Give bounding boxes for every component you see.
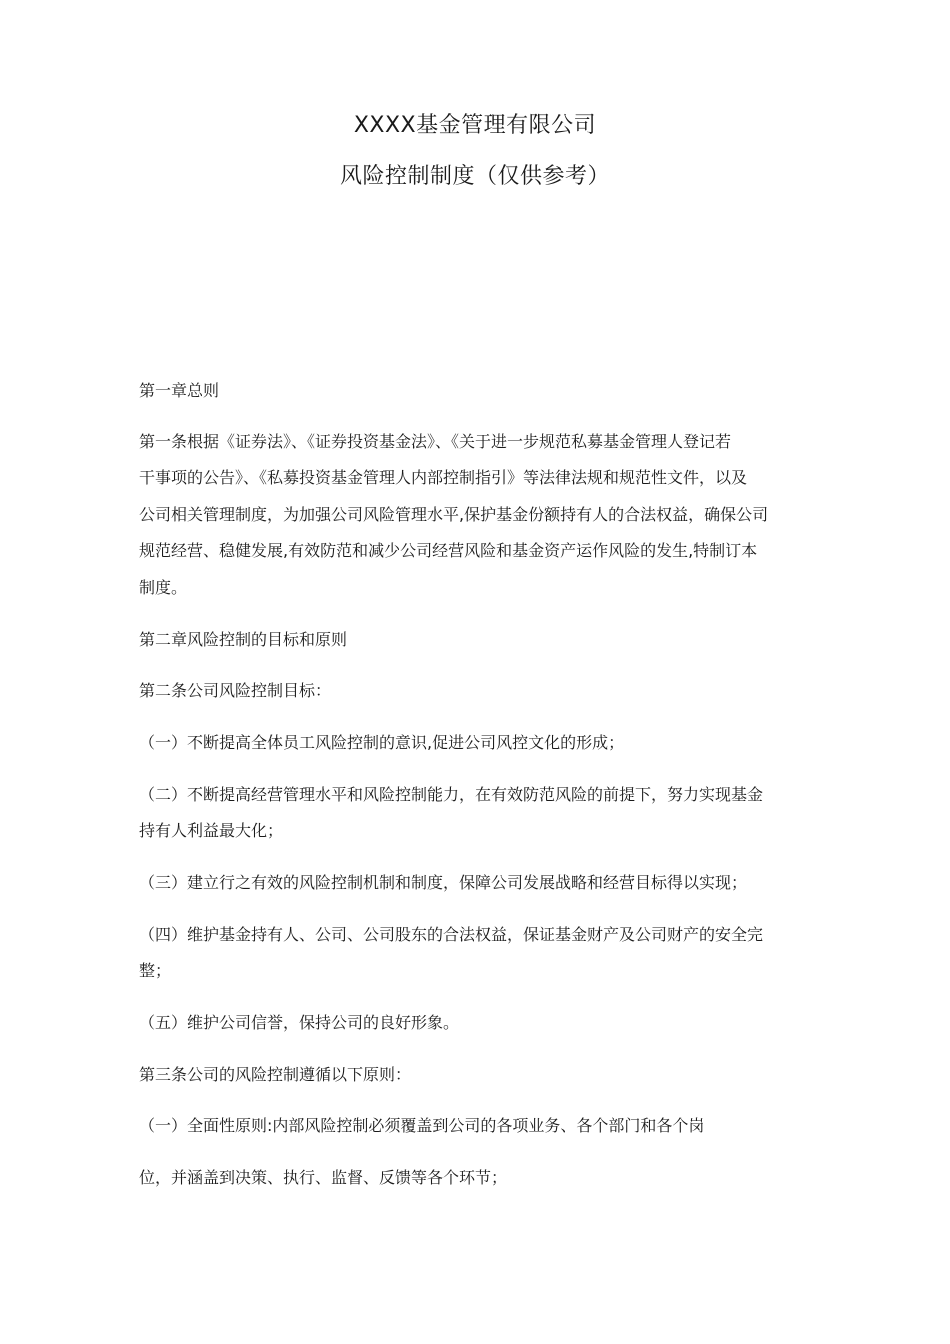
- list-item: （四）维护基金持有人、公司、公司股东的合法权益，保证基金财产及公司财产的安全完: [139, 925, 764, 944]
- article-heading: 第三条公司的风险控制遵循以下原则：: [139, 1065, 412, 1084]
- document-title-subject: 风险控制制度（仅供参考）: [339, 164, 610, 189]
- article-heading: 第二条公司风险控制目标：: [139, 681, 332, 700]
- paragraph-line: 第一条根据《证券法》、《证券投资基金法》、《关于进一步规范私募基金管理人登记若: [139, 432, 732, 451]
- paragraph-line: 规范经营、稳健发展,有效防范和减少公司经营风险和基金资产运作风险的发生,特制订本: [139, 541, 758, 560]
- list-item: （二）不断提高经营管理水平和风险控制能力，在有效防范风险的前提下，努力实现基金: [139, 785, 764, 804]
- list-item: （三）建立行之有效的风险控制机制和制度，保障公司发展战略和经营目标得以实现；: [139, 873, 748, 892]
- list-item-continuation: 持有人利益最大化；: [139, 821, 284, 840]
- chapter-heading-2: 第二章风险控制的目标和原则: [139, 630, 348, 649]
- paragraph-line: 制度。: [139, 578, 188, 597]
- chapter-heading-1: 第一章总则: [139, 381, 220, 400]
- list-item: （五）维护公司信誉，保持公司的良好形象。: [139, 1013, 460, 1032]
- list-item: （一）全面性原则:内部风险控制必须覆盖到公司的各项业务、各个部门和各个岗: [139, 1116, 705, 1135]
- paragraph-line: 公司相关管理制度，为加强公司风险管理水平,保护基金份额持有人的合法权益，确保公司: [139, 505, 769, 524]
- list-item-continuation: 整；: [139, 961, 172, 980]
- list-item: （一）不断提高全体员工风险控制的意识,促进公司风控文化的形成；: [139, 733, 625, 752]
- paragraph-line: 干事项的公告》、《私募投资基金管理人内部控制指引》等法律法规和规范性文件，以及: [139, 468, 748, 487]
- document-title-company: XXXX基金管理有限公司: [353, 113, 597, 138]
- list-item-continuation: 位，并涵盖到决策、执行、监督、反馈等各个环节；: [139, 1168, 508, 1187]
